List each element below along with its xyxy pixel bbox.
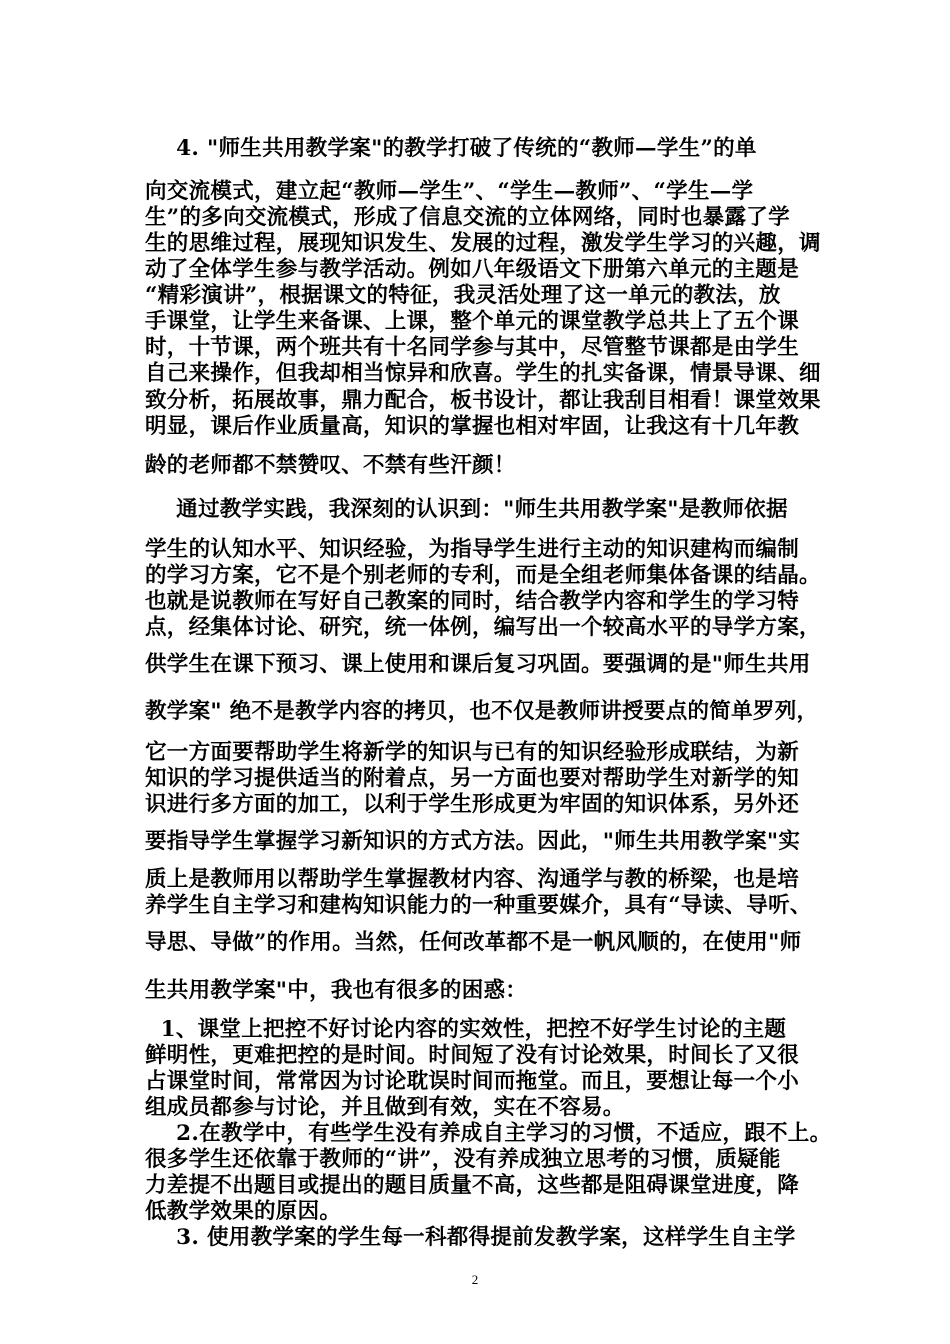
page-number: 2	[471, 1272, 479, 1287]
text-line: 致分析，拓展故事，鼎力配合，板书设计，都让我刮目相看！课堂效果	[145, 388, 821, 413]
text-line: 质上是教师用以帮助学生掌握教材内容、沟通学与教的桥梁，也是培	[145, 867, 800, 892]
text-line: 1、课堂上把控不好讨论内容的实效性，把控不好学生讨论的主题	[145, 1017, 787, 1042]
text-line: 通过教学实践，我深刻的认识到："师生共用教学案"是教师依据	[145, 497, 788, 522]
text-line: 力差提不出题目或提出的题目质量不高，这些都是阻碍课堂进度，降	[145, 1173, 800, 1198]
text-line: 学生的认知水平、知识经验，为指导学生进行主动的知识建构而编制	[145, 537, 800, 562]
text-line: 生的思维过程，展现知识发生、发展的过程，激发学生学习的兴趣，调	[145, 231, 821, 256]
text-line: 3. 使用教学案的学生每一科都得提前发教学案，这样学生自主学	[145, 1225, 796, 1250]
text-line: 点，经集体讨论、研究，统一体例，编写出一个较高水平的导学方案，	[145, 615, 821, 640]
text-line: 很多学生还依靠于教师的“讲”，没有养成独立思考的习惯，质疑能	[145, 1147, 781, 1172]
text-line: 生共用教学案"中，我也有很多的困惑：	[145, 978, 528, 1003]
text-line: 的学习方案，它不是个别老师的专利，而是全组老师集体备课的结晶。	[145, 563, 821, 588]
text-line: 识进行多方面的加工，以利于学生形成更为牢固的知识体系，另外还	[145, 792, 800, 817]
text-line: 2.在教学中，有些学生没有养成自主学习的习惯，不适应，跟不上。	[145, 1121, 832, 1146]
text-line: 要指导学生掌握学习新知识的方式方法。因此，"师生共用教学案"实	[145, 829, 801, 854]
text-line: 知识的学习提供适当的附着点，另一方面也要对帮助学生对新学的知	[145, 766, 800, 791]
text-line: 自己来操作，但我却相当惊异和欣喜。学生的扎实备课，情景导课、细	[145, 361, 821, 386]
text-line: 动了全体学生参与教学活动。例如八年级语文下册第六单元的主题是	[145, 257, 800, 282]
text-line: 生”的多向交流模式，形成了信息交流的立体网络，同时也暴露了学	[145, 205, 790, 230]
text-line: “精彩演讲”，根据课文的特征，我灵活处理了这一单元的教法，放	[145, 283, 781, 308]
text-line: 4. "师生共用教学案"的教学打破了传统的“教师—学生”的单	[145, 136, 757, 161]
text-line: 低教学效果的原因。	[145, 1199, 342, 1224]
text-line: 手课堂，让学生来备课、上课，整个单元的课堂教学总共上了五个课	[145, 309, 800, 334]
text-line: 也就是说教师在写好自己教案的同时，结合教学内容和学生的学习特	[145, 589, 800, 614]
text-line: 明显，课后作业质量高，知识的掌握也相对牢固，让我这有十几年教	[145, 414, 800, 439]
text-line: 向交流模式，建立起“教师—学生”、“学生—教师”、“学生—学	[145, 179, 754, 204]
text-line: 教学案" 绝不是教学内容的拷贝，也不仅是教师讲授要点的简单罗列，	[145, 699, 819, 724]
text-line: 导思、导做”的作用。当然，任何改革都不是一帆风顺的，在使用"师	[145, 930, 802, 955]
text-line: 龄的老师都不禁赞叹、不禁有些汗颜！	[145, 453, 516, 478]
text-line: 它一方面要帮助学生将新学的知识与已有的知识经验形成联结，为新	[145, 740, 800, 765]
text-line: 养学生自主学习和建构知识能力的一种重要媒介，具有“导读、导听、	[145, 893, 812, 918]
text-line: 组成员都参与讨论，并且做到有效，实在不容易。	[145, 1095, 625, 1120]
text-line: 占课堂时间，常常因为讨论耽误时间而拖堂。而且，要想让每一个小	[145, 1069, 800, 1094]
text-line: 供学生在课下预习、课上使用和课后复习巩固。要强调的是"师生共用	[145, 652, 811, 677]
text-line: 鲜明性，更难把控的是时间。时间短了没有讨论效果，时间长了又很	[145, 1043, 800, 1068]
text-line: 时，十节课，两个班共有十名同学参与其中，尽管整节课都是由学生	[145, 335, 800, 360]
